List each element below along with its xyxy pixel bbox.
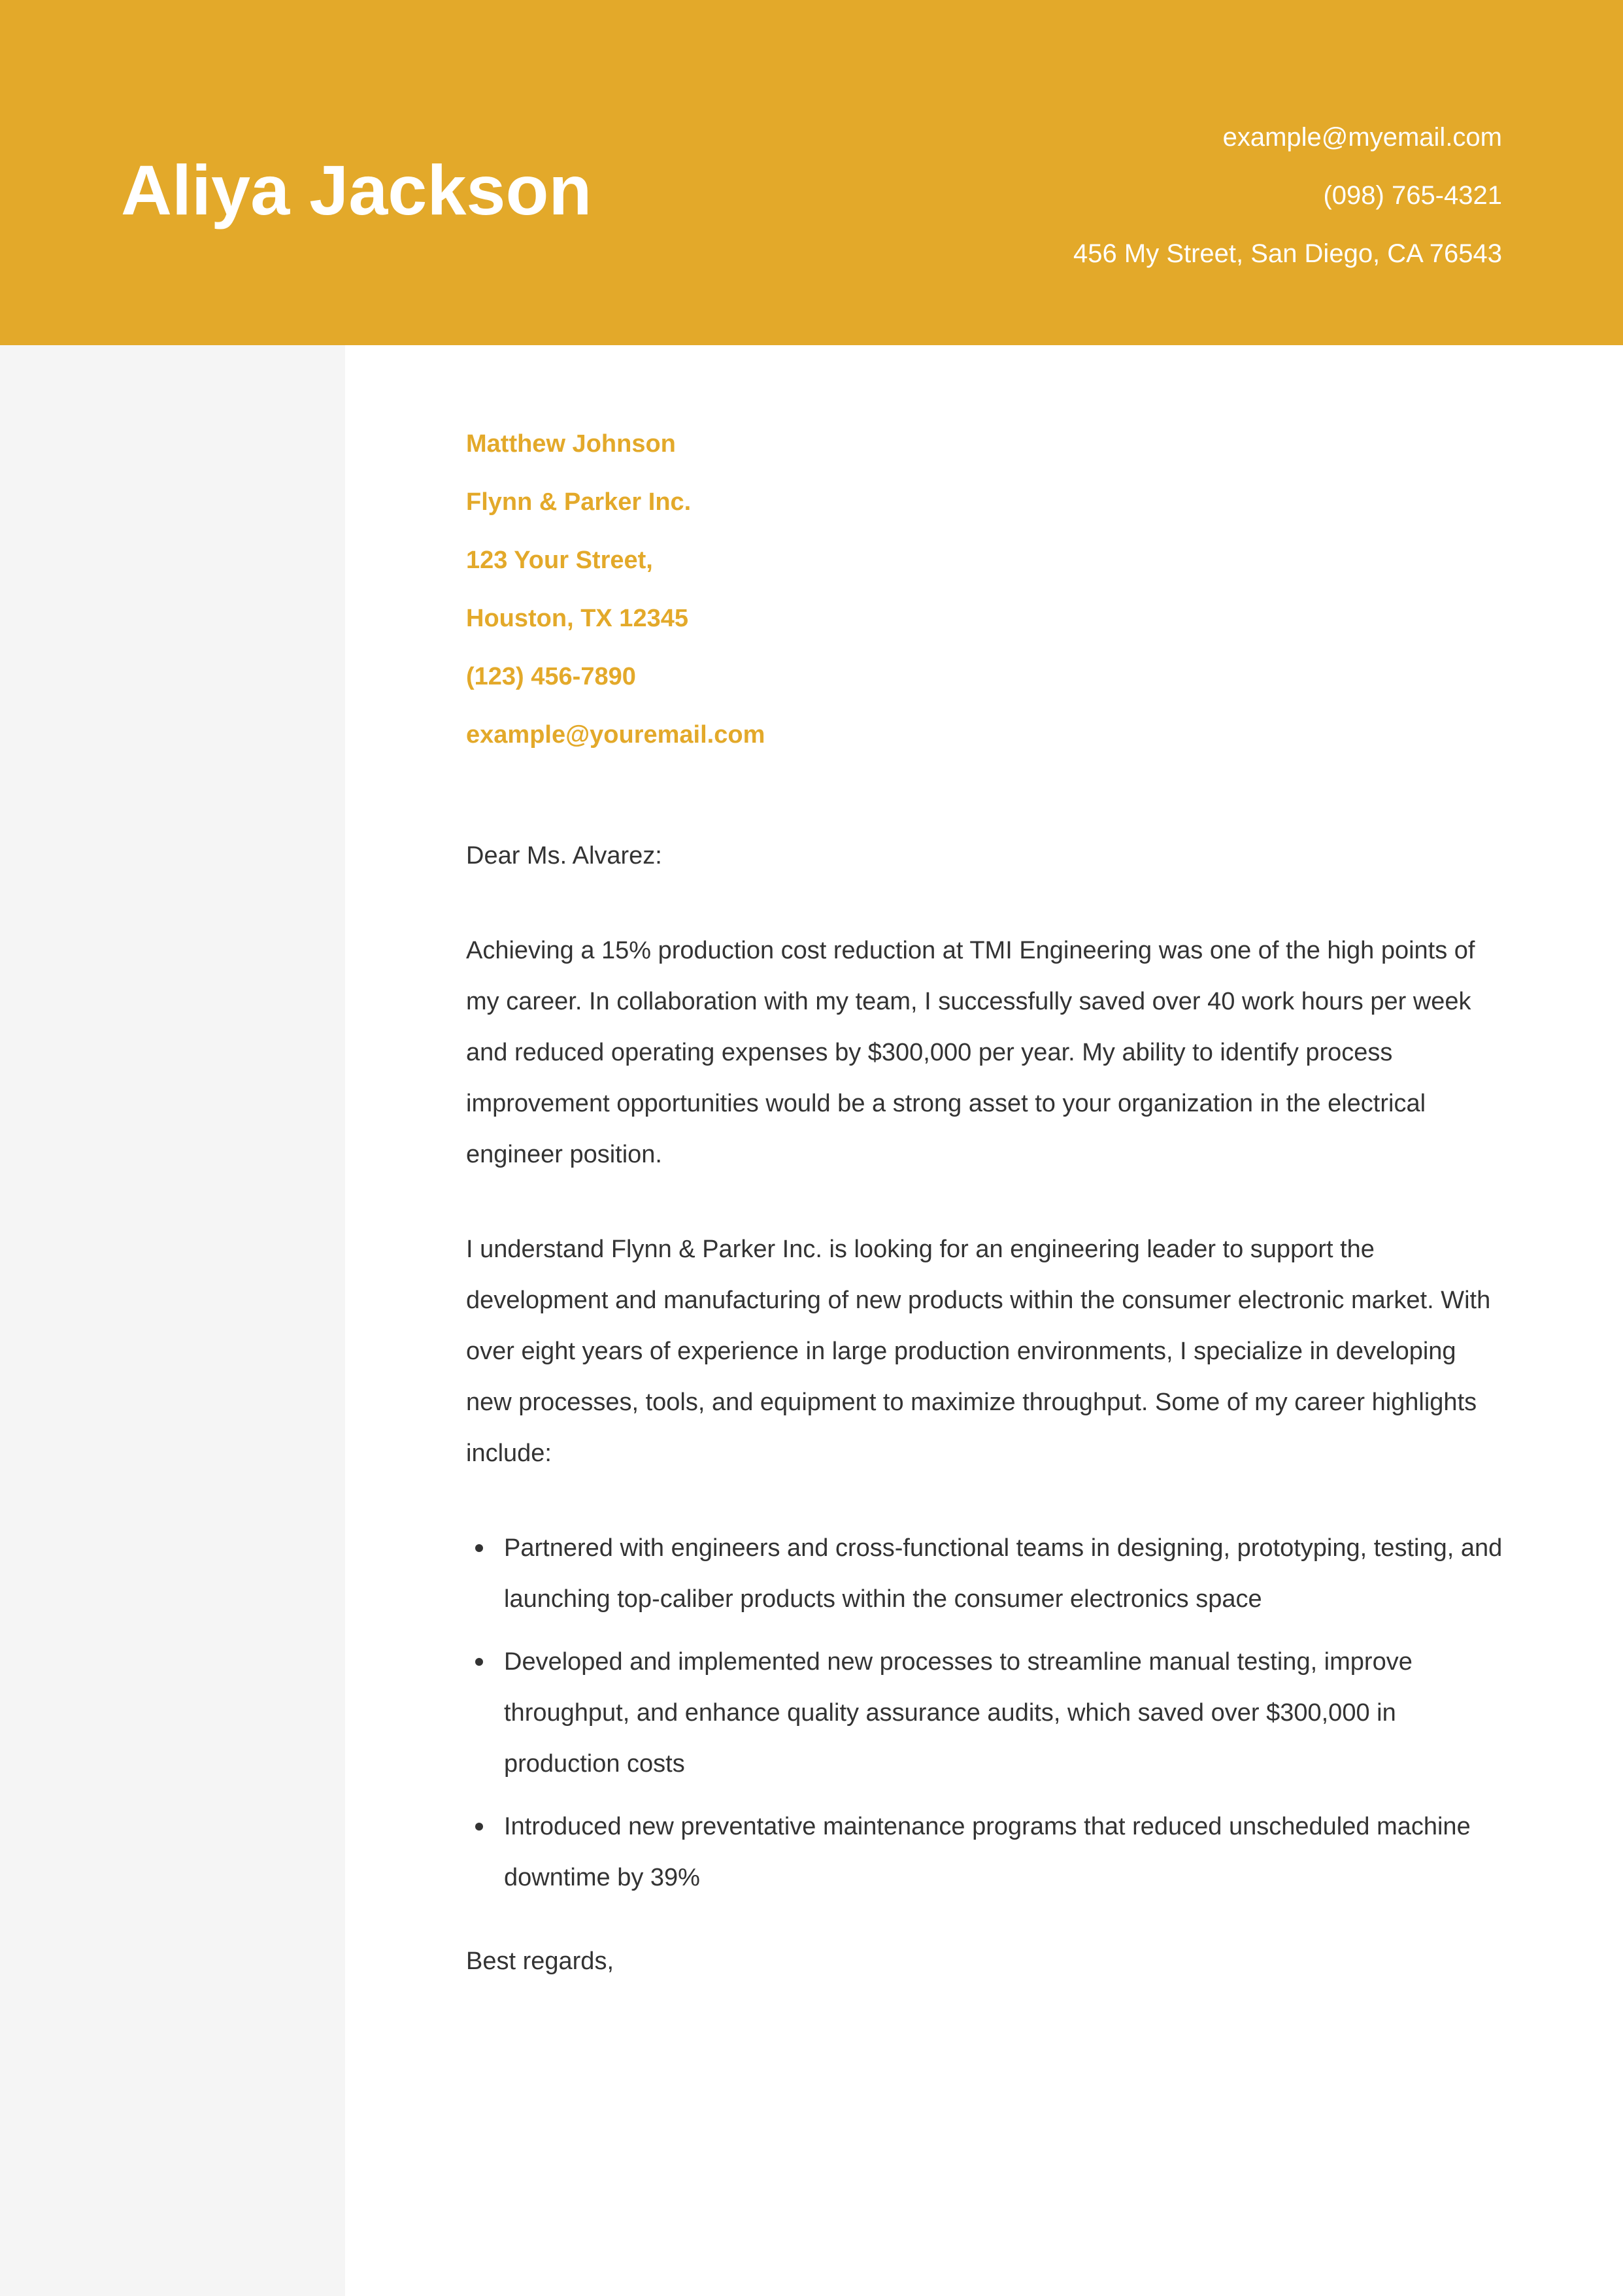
bullet-icon — [475, 1544, 483, 1552]
recipient-email: example@youremail.com — [466, 721, 765, 749]
sender-phone: (098) 765-4321 — [1323, 181, 1502, 210]
highlights-list — [466, 1523, 1505, 1903]
bullet-icon — [475, 1658, 483, 1666]
sender-name: Aliya Jackson — [121, 150, 592, 229]
sender-email: example@myemail.com — [1222, 123, 1502, 152]
closing: Best regards, — [466, 1948, 614, 1975]
recipient-block — [466, 424, 1505, 773]
paragraph-2: I understand Flynn & Parker Inc. is looking for an engineering leader to support the development and manufacturing of new products within the consumer electronic market. With over eight years of experience in large production environments, I specialize in developing new processes, tools, and equipment to maximize throughput. Some of my career highlights include: — [466, 1236, 1491, 1467]
highlight-text: Partnered with engineers and cross-functional teams in designing, prototyping, testing, and launching top-caliber products within the consumer electronics space — [504, 1534, 1503, 1613]
paragraph-1: Achieving a 15% production cost reduction at TMI Engineering was one of the high points of my career. In collaboration with my team, I successfully saved over 40 work hours per week and reduced operating expenses by $300,000 per year. My ability to identify process improvement opportunities would be a strong asset to your organization in the electrical engineer position. — [466, 937, 1475, 1168]
header-banner — [0, 0, 1623, 345]
sender-address: 456 My Street, San Diego, CA 76543 — [1073, 239, 1502, 268]
bullet-icon — [475, 1823, 483, 1831]
left-sidebar — [0, 345, 345, 2296]
recipient-city: Houston, TX 12345 — [466, 605, 688, 632]
letter-body — [466, 424, 1505, 1987]
recipient-name: Matthew Johnson — [466, 430, 676, 458]
highlight-item — [466, 1636, 1505, 1789]
highlight-item — [466, 1523, 1505, 1625]
highlight-item — [466, 1801, 1505, 1903]
highlight-text: Developed and implemented new processes to streamline manual testing, improve throughput, and enhance quality assurance audits, which saved over $300,000 in production costs — [504, 1648, 1413, 1778]
recipient-phone: (123) 456-7890 — [466, 663, 636, 690]
highlight-text: Introduced new preventative maintenance programs that reduced unscheduled machine downtime by 39% — [504, 1813, 1471, 1891]
recipient-street: 123 Your Street, — [466, 547, 653, 574]
sender-contact — [1073, 118, 1502, 292]
greeting: Dear Ms. Alvarez: — [466, 842, 662, 869]
recipient-company: Flynn & Parker Inc. — [466, 488, 692, 516]
